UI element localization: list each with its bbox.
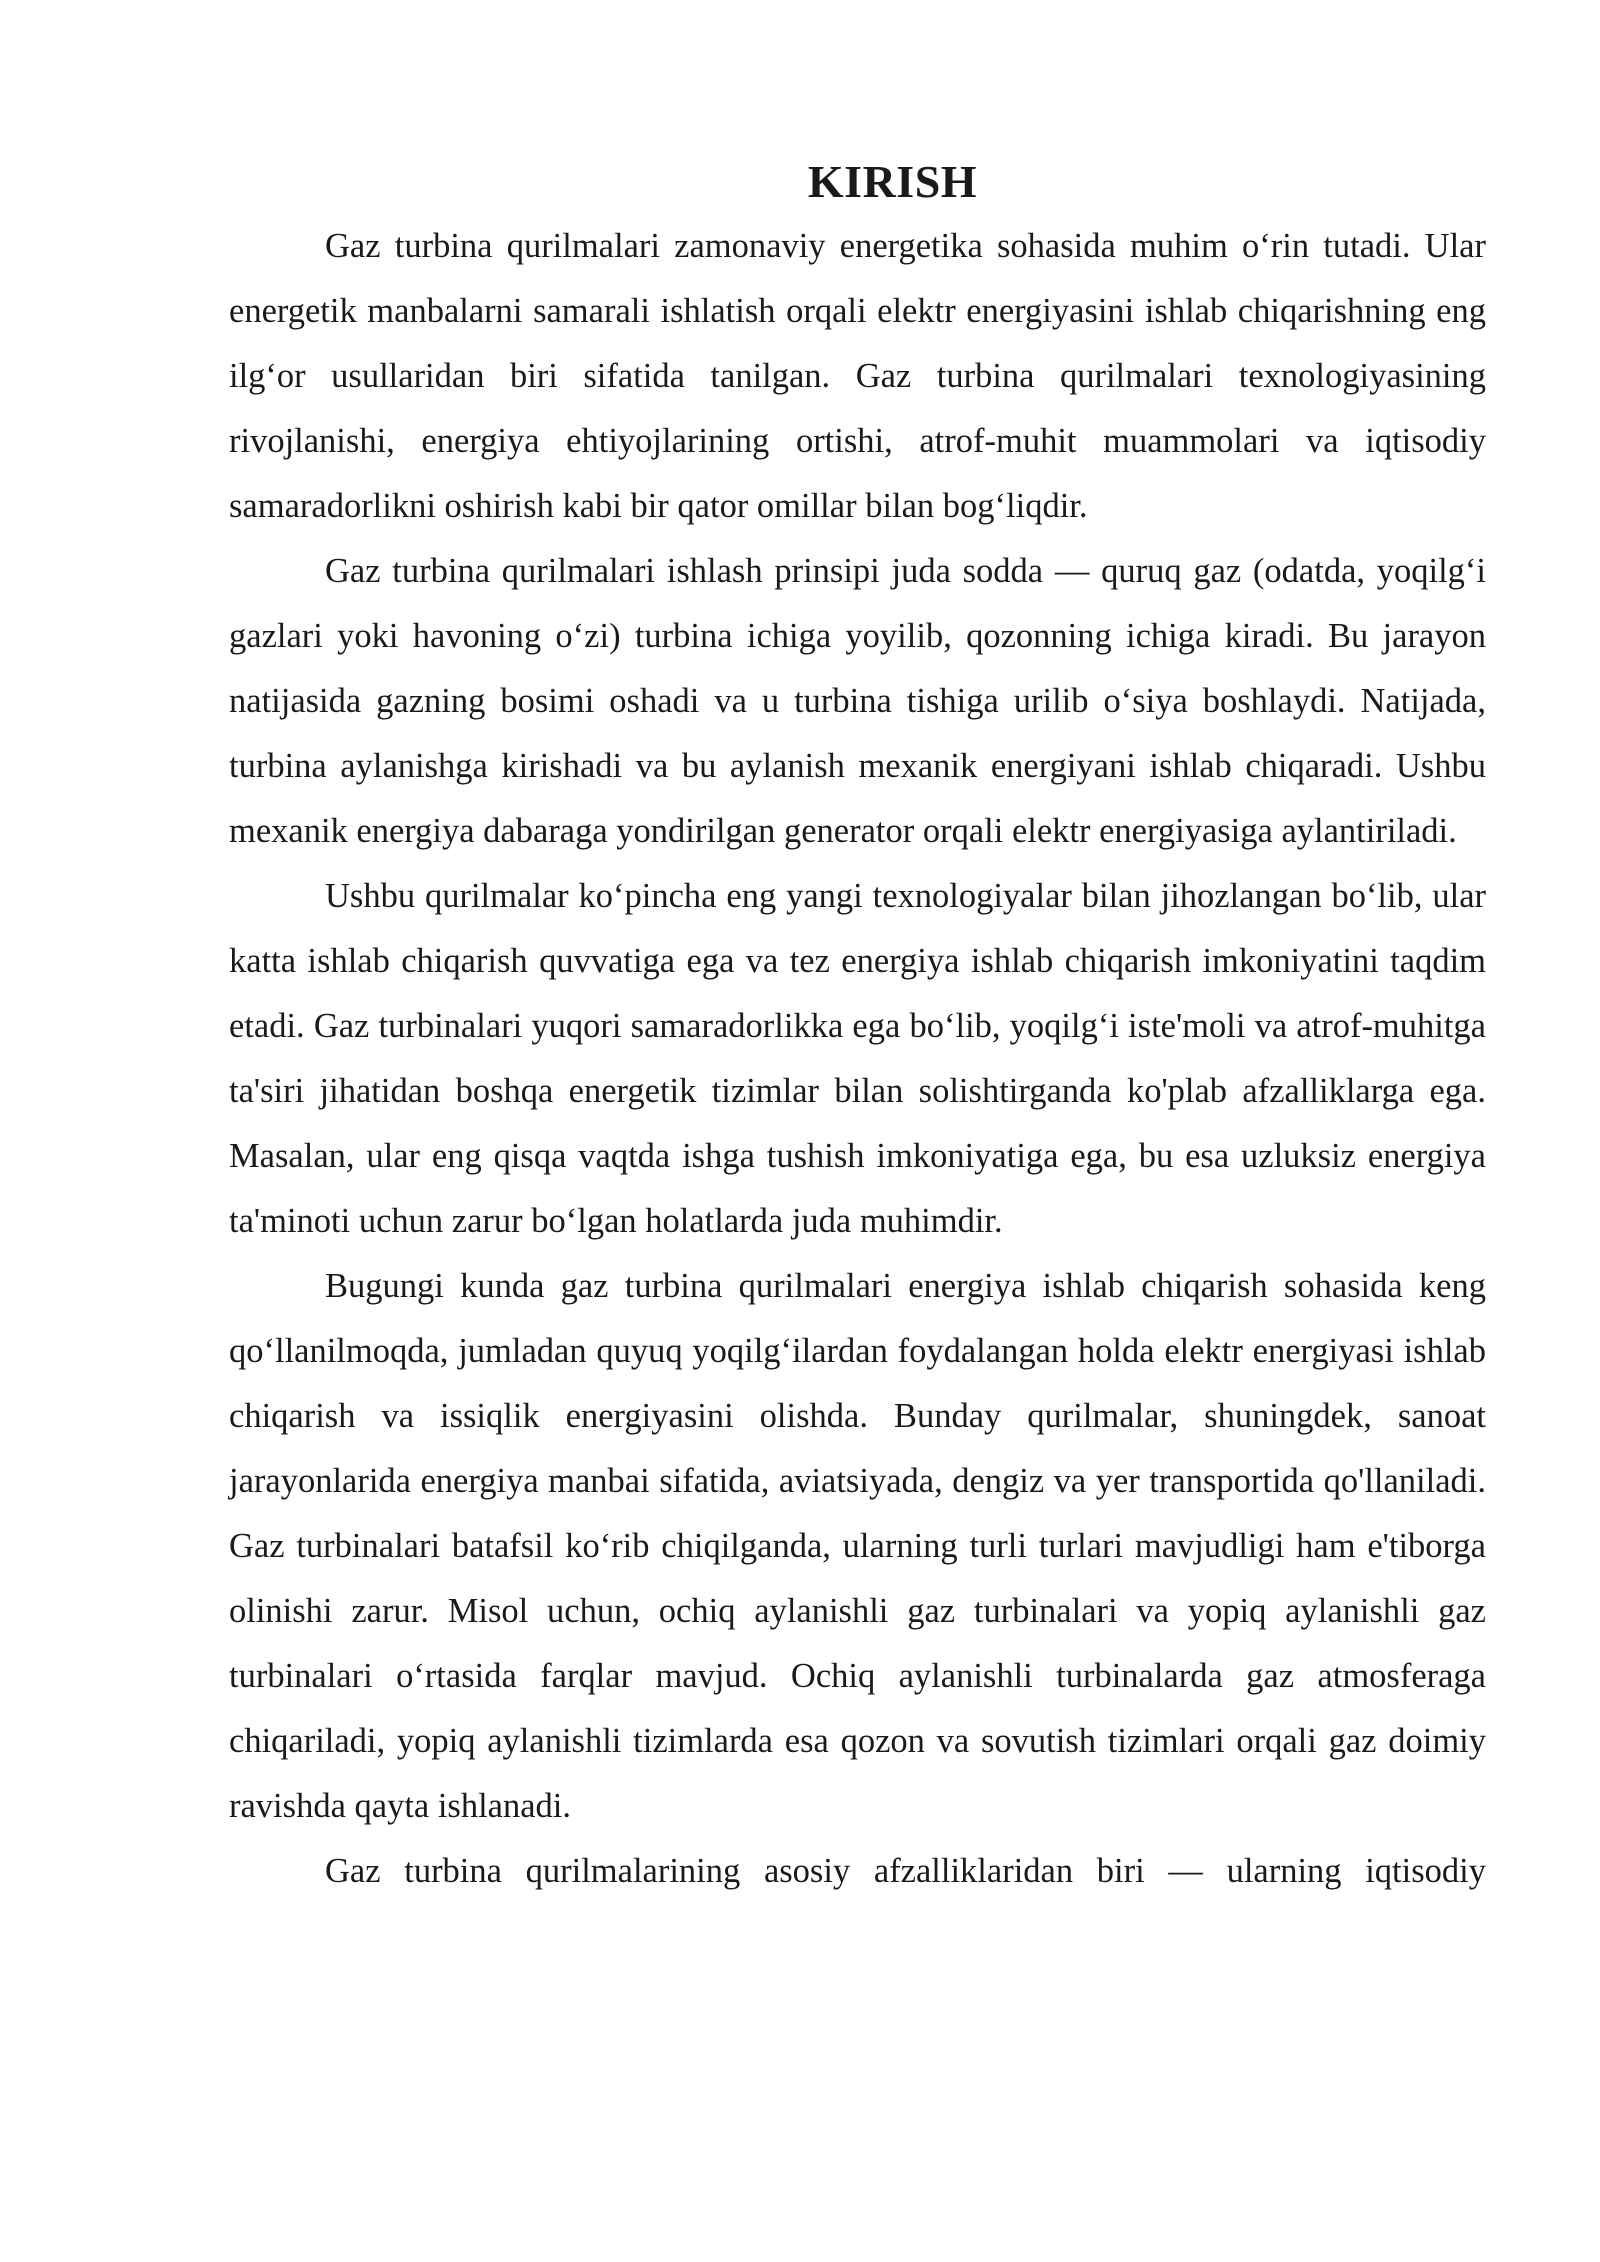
paragraph-1: Gaz turbina qurilmalari zamonaviy energetika sohasida muhim o‘rin tutadi. Ular energetik manbalarni samarali ishlatish orqali elektr energiyasini ishlab chiqarishning eng ilg‘or usullaridan biri sifatida tanilgan. Gaz turbina qurilmalari texnologiyasining rivojlanishi, energiya ehtiyojlarining ortishi, atrof-muhit muammolari va iqtisodiy samaradorlikni oshirish kabi bir qator omillar bilan bog‘liqdir. (229, 227, 1486, 525)
document-body (229, 150, 1486, 1904)
paragraph-4: Bugungi kunda gaz turbina qurilmalari energiya ishlab chiqarish sohasida keng qo‘llanilmoqda, jumladan quyuq yoqilg‘ilardan foydalangan holda elektr energiyasi ishlab chiqarish va issiqlik energiyasini olishda. Bunday qurilmalar, shuningdek, sanoat jarayonlarida energiya manbai sifatida, aviatsiyada, dengiz va yer transportida qo'llaniladi. Gaz turbinalari batafsil ko‘rib chiqilganda, ularning turli turlari mavjudligi ham e'tiborga olinishi zarur. Misol uchun, ochiq aylanishli gaz turbinalari va yopiq aylanishli gaz turbinalari o‘rtasida farqlar mavjud. Ochiq aylanishli turbinalarda gaz atmosferaga chiqariladi, yopiq aylanishli tizimlarda esa qozon va sovutish tizimlari orqali gaz doimiy ravishda qayta ishlanadi. (229, 1267, 1486, 1825)
page-title: KIRISH (807, 156, 978, 207)
paragraph-5: Gaz turbina qurilmalarining asosiy afzalliklaridan biri — ularning iqtisodiy (325, 1852, 1486, 1890)
paragraph-2: Gaz turbina qurilmalari ishlash prinsipi juda sodda — quruq gaz (odatda, yoqilg‘i gazlari yoki havoning o‘zi) turbina ichiga yoyilib, qozonning ichiga kiradi. Bu jarayon natijasida gazning bosimi oshadi va u turbina tishiga urilib o‘siya boshlaydi. Natijada, turbina aylanishga kirishadi va bu aylanish mexanik energiyani ishlab chiqaradi. Ushbu mexanik energiya dabaraga yondirilgan generator orqali elektr energiyasiga aylantiriladi. (229, 552, 1486, 850)
paragraph-3: Ushbu qurilmalar ko‘pincha eng yangi texnologiyalar bilan jihozlangan bo‘lib, ular katta ishlab chiqarish quvvatiga ega va tez energiya ishlab chiqarish imkoniyatini taqdim etadi. Gaz turbinalari yuqori samaradorlikka ega bo‘lib, yoqilg‘i iste'moli va atrof-muhitga ta'siri jihatidan boshqa energetik tizimlar bilan solishtirganda ko'plab afzalliklarga ega. Masalan, ular eng qisqa vaqtda ishga tushish imkoniyatiga ega, bu esa uzluksiz energiya ta'minoti uchun zarur bo‘lgan holatlarda juda muhimdir. (229, 877, 1486, 1240)
